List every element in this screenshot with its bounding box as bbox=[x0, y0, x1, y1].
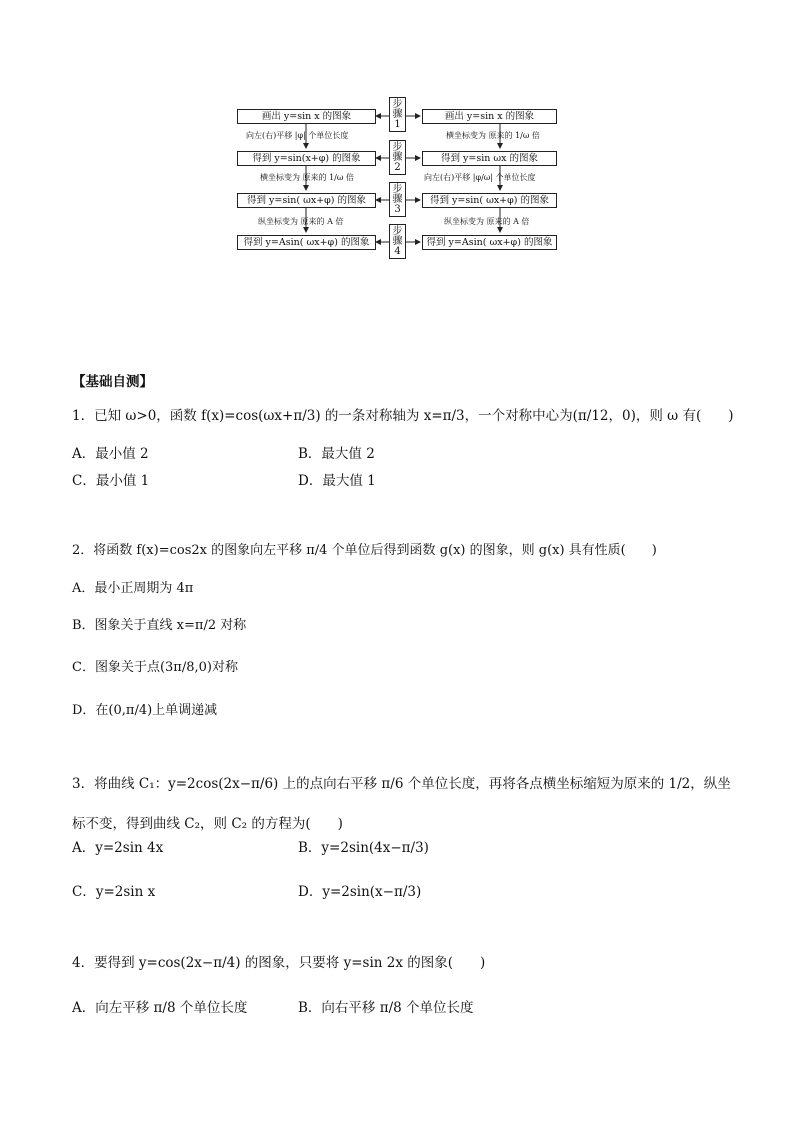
step-char: 步 bbox=[392, 183, 403, 195]
left-label-1: 向左(右)平移 |φ| 个单位长度 bbox=[246, 131, 349, 140]
step-num: 4 bbox=[394, 245, 401, 257]
q2-option-c: C．图象关于点(3π/8,0)对称 bbox=[72, 660, 238, 675]
step-box-4 bbox=[389, 224, 406, 259]
q3-option-b: B．y=2sin(4x−π/3) bbox=[298, 840, 429, 856]
right-box-1: 画出 y=sin x 的图象 bbox=[422, 109, 557, 124]
q2-option-b: B．图象关于直线 x=π/2 对称 bbox=[72, 618, 247, 633]
question-4-stem: 4．要得到 y=cos(2x−π/4) 的图象，只要将 y=sin 2x 的图象( ) bbox=[72, 955, 486, 971]
q3-option-d: D．y=2sin(x−π/3) bbox=[298, 884, 422, 900]
step-box-3 bbox=[389, 182, 406, 217]
left-box-4: 得到 y=Asin( ωx+φ) 的图象 bbox=[237, 235, 376, 250]
right-label-3: 纵坐标变为 原来的 A 倍 bbox=[444, 217, 530, 226]
left-label-3: 纵坐标变为 原来的 A 倍 bbox=[258, 217, 344, 226]
q3-option-c: C．y=2sin x bbox=[72, 884, 156, 900]
q1-option-d: D．最大值 1 bbox=[298, 473, 376, 489]
step-char: 骤 bbox=[392, 193, 403, 205]
step-char: 步 bbox=[392, 98, 403, 110]
question-2-stem: 2．将函数 f(x)=cos2x 的图象向左平移 π/4 个单位后得到函数 g(x) 的图象，则 g(x) 具有性质( ) bbox=[72, 543, 657, 558]
step-char: 骤 bbox=[392, 151, 403, 163]
left-box-1: 画出 y=sin x 的图象 bbox=[237, 109, 376, 124]
q1-option-c: C．最小值 1 bbox=[72, 473, 150, 489]
step-box-1 bbox=[389, 97, 406, 132]
q4-option-a: A．向左平移 π/8 个单位长度 bbox=[72, 1000, 248, 1016]
right-box-3: 得到 y=sin( ωx+φ) 的图象 bbox=[422, 193, 557, 208]
section-title: 【基础自测】 bbox=[72, 374, 153, 390]
step-char: 步 bbox=[392, 225, 403, 237]
step-char: 骤 bbox=[392, 235, 403, 247]
right-box-4: 得到 y=Asin( ωx+φ) 的图象 bbox=[422, 235, 557, 250]
step-char: 步 bbox=[392, 141, 403, 153]
step-num: 3 bbox=[394, 203, 401, 215]
right-box-2: 得到 y=sin ωx 的图象 bbox=[422, 151, 557, 166]
question-3-stem: 3．将曲线 C₁：y=2cos(2x−π/6) 上的点向右平移 π/6 个单位长度，再将各点横坐标缩短为原来的 1/2，纵坐标不变，得到曲线 C₂，则 C₂ 的方程为( ) bbox=[72, 776, 731, 832]
transformation-diagram bbox=[0, 0, 794, 270]
right-label-2: 向左(右)平移 |φ/ω| 个单位长度 bbox=[424, 173, 536, 182]
step-num: 2 bbox=[394, 161, 401, 173]
q1-option-b: B．最大值 2 bbox=[298, 446, 375, 462]
step-num: 1 bbox=[394, 118, 401, 130]
q1-option-a: A．最小值 2 bbox=[72, 446, 149, 462]
q2-option-d: D．在(0,π/4)上单调递减 bbox=[72, 703, 218, 718]
right-label-1: 横坐标变为 原来的 1/ω 倍 bbox=[446, 131, 540, 140]
q4-option-b: B．向右平移 π/8 个单位长度 bbox=[298, 1000, 474, 1016]
step-box-2 bbox=[389, 140, 406, 175]
left-box-3: 得到 y=sin( ωx+φ) 的图象 bbox=[237, 193, 376, 208]
step-char: 骤 bbox=[392, 108, 403, 120]
left-box-2: 得到 y=sin(x+φ) 的图象 bbox=[237, 151, 376, 166]
q2-option-a: A．最小正周期为 4π bbox=[72, 581, 194, 596]
q3-option-a: A．y=2sin 4x bbox=[72, 840, 164, 856]
question-1-stem: 1．已知 ω>0，函数 f(x)=cos(ωx+π/3) 的一条对称轴为 x=π/3，一个对称中心为(π/12，0)，则 ω 有( ) bbox=[72, 408, 734, 424]
left-label-2: 横坐标变为 原来的 1/ω 倍 bbox=[260, 173, 354, 182]
